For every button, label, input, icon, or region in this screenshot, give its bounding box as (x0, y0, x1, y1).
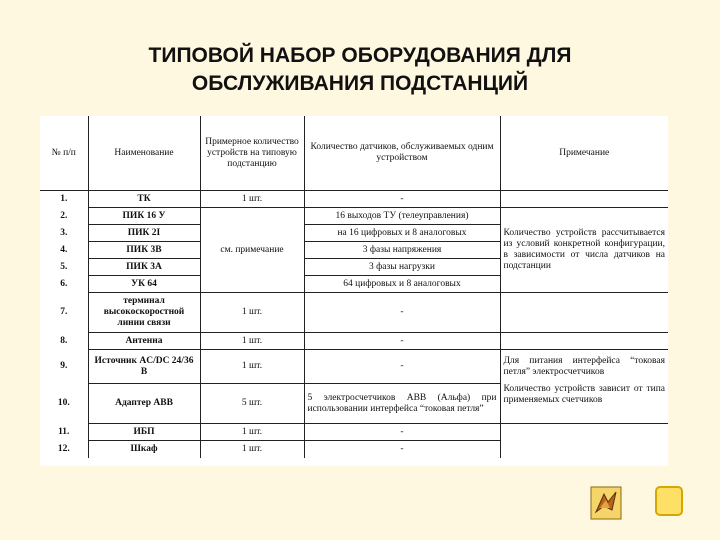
header-qty: Примерное количество устройств на типовую подстанцию (200, 116, 304, 191)
table-row (40, 350, 668, 384)
table-row (40, 441, 668, 458)
table-row (40, 424, 668, 441)
cell-sensors: - (304, 333, 500, 350)
slide-title (0, 42, 720, 98)
cell-qty-merged: см. примечание (200, 208, 304, 293)
cell-name: терминал высокоскоростной линии связи (88, 293, 200, 333)
table-row (40, 333, 668, 350)
header-sensors: Количество датчиков, обслуживаемых одним устройством (304, 116, 500, 191)
cell-sensors: - (304, 191, 500, 208)
cell-name: ТК (88, 191, 200, 208)
cell-sensors: - (304, 293, 500, 333)
cell-name: ИБП (88, 424, 200, 441)
cell-num: 3. (40, 225, 88, 242)
cell-qty: 1 шт. (200, 191, 304, 208)
cell-name: ПИК 3А (88, 259, 200, 276)
cell-sensors: - (304, 424, 500, 441)
cell-num: 11. (40, 424, 88, 441)
header-name: Наименование (88, 116, 200, 191)
header-num: № п/п (40, 116, 88, 191)
cell-sensors: - (304, 441, 500, 458)
cell-num: 8. (40, 333, 88, 350)
cell-num: 1. (40, 191, 88, 208)
cell-num: 5. (40, 259, 88, 276)
cell-num: 12. (40, 441, 88, 458)
cell-sensors: 64 цифровых и 8 аналоговых (304, 276, 500, 293)
cell-name: ПИК 3В (88, 242, 200, 259)
cell-qty: 1 шт. (200, 333, 304, 350)
slide-title-line-1: ТИПОВОЙ НАБОР ОБОРУДОВАНИЯ ДЛЯ (148, 44, 572, 67)
table-row (40, 191, 668, 208)
cell-sensors: 3 фазы напряжения (304, 242, 500, 259)
cell-qty: 1 шт. (200, 350, 304, 384)
cell-name: ПИК 16 У (88, 208, 200, 225)
next-slide-button[interactable] (655, 486, 683, 516)
table-row (40, 384, 668, 424)
header-note: Примечание (559, 147, 610, 158)
slide-title-line-2: ОБСЛУЖИВАНИЯ ПОДСТАНЦИЙ (191, 72, 529, 95)
cell-num: 10. (40, 384, 88, 424)
cell-sensors: 16 выходов ТУ (телеуправления) (304, 208, 500, 225)
cell-note (500, 333, 668, 350)
cell-note (500, 424, 668, 441)
cell-note-power: Для питания интерфейса “токовая петля” электросчетчиков (503, 355, 665, 377)
cell-sensors: 5 электросчетчиков ABB (Альфа) при использовании интерфейса “токовая петля” (304, 384, 500, 424)
cell-sensors: 3 фазы нагрузки (304, 259, 500, 276)
cell-sensors: - (304, 350, 500, 384)
cell-note-merged: Количество устройств рассчитывается из условий конкретной конфигурации, в зависимости от числа датчиков на подстанции (500, 208, 668, 293)
equipment-table-sheet (40, 116, 668, 466)
cell-qty: 1 шт. (200, 293, 304, 333)
cell-sensors: на 16 цифровых и 8 аналоговых (304, 225, 500, 242)
presentation-logo-icon (590, 486, 622, 520)
cell-qty: 5 шт. (200, 384, 304, 424)
cell-note (500, 293, 668, 333)
cell-num: 6. (40, 276, 88, 293)
table-row (40, 208, 668, 225)
cell-note-counters: Количество устройств зависит от типа применяемых счетчиков (500, 384, 668, 424)
cell-qty: 1 шт. (200, 441, 304, 458)
cell-name: УК 64 (88, 276, 200, 293)
cell-note (500, 191, 668, 208)
table-row (40, 293, 668, 333)
equipment-table (40, 116, 668, 458)
cell-name: Источник AC/DC 24/36 В (88, 350, 200, 384)
cell-num: 2. (40, 208, 88, 225)
cell-name: ПИК 2I (88, 225, 200, 242)
cell-name: Антенна (88, 333, 200, 350)
cell-note (500, 441, 668, 458)
cell-num: 7. (40, 293, 88, 333)
cell-num: 4. (40, 242, 88, 259)
cell-name: Адаптер ABB (88, 384, 200, 424)
cell-qty: 1 шт. (200, 424, 304, 441)
cell-num: 9. (40, 350, 88, 384)
cell-name: Шкаф (88, 441, 200, 458)
